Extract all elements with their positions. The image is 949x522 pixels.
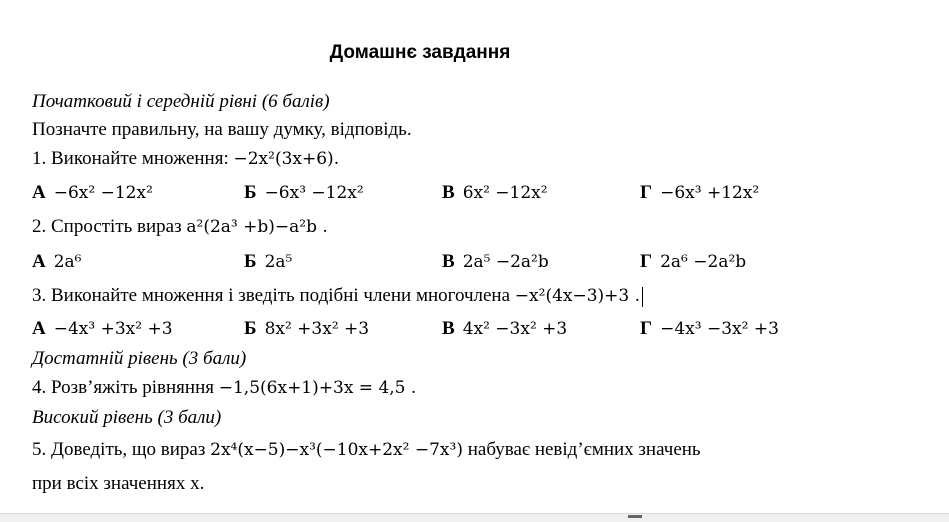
question-4-text: 4. Розв’яжіть рівняння [32, 377, 214, 398]
q2-option-c[interactable] [442, 251, 549, 273]
question-3 [32, 285, 643, 307]
option-letter: А [32, 182, 46, 203]
question-2-expression: a²(2a³ +b)−a²b . [186, 217, 328, 237]
option-expression: −6x³ −12x² [264, 183, 364, 203]
question-3-expression: −x²(4x−3)+3 . [514, 286, 641, 306]
option-letter: В [442, 251, 455, 272]
q3-option-b[interactable] [244, 318, 369, 340]
option-letter: Б [244, 318, 257, 339]
question-5-tail: набуває невід’ємних значень [467, 439, 701, 460]
section-heading-high: Високий рівень (3 бали) [32, 407, 222, 428]
question-5-expression: 2x⁴(x−5)−x³(−10x+2x² −7x³) [210, 440, 463, 460]
question-2-options [32, 251, 832, 277]
scroll-marker-icon [628, 515, 642, 518]
section-heading-sufficient: Достатній рівень (3 бали) [32, 348, 247, 369]
question-5 [32, 439, 701, 461]
instruction-text: Позначте правильну, на вашу думку, відповідь. [32, 119, 412, 140]
option-expression: −4x³ +3x² +3 [53, 319, 173, 339]
option-letter: Г [640, 182, 653, 203]
q3-option-d[interactable] [640, 318, 779, 340]
option-expression: 2a⁶ −2a²b [660, 252, 747, 272]
question-2-text: 2. Спростіть вираз [32, 216, 182, 237]
option-letter: В [442, 318, 455, 339]
option-letter: А [32, 318, 46, 339]
question-4 [32, 377, 416, 399]
option-letter: Б [244, 182, 257, 203]
question-4-expression: −1,5(6x+1)+3x = 4,5 . [218, 378, 417, 398]
option-expression: 2a⁵ [264, 252, 293, 272]
question-3-text: 3. Виконайте множення і зведіть подібні члени многочлена [32, 285, 511, 306]
text-cursor [642, 287, 643, 307]
option-letter: А [32, 251, 46, 272]
option-expression: −4x³ −3x² +3 [660, 319, 779, 339]
option-expression: −6x² −12x² [53, 183, 153, 203]
option-expression: 6x² −12x² [462, 183, 548, 203]
question-1-expression: −2x²(3x+6). [233, 149, 340, 169]
question-5-text: 5. Доведіть, що вираз [32, 439, 206, 460]
question-2 [32, 216, 328, 238]
option-expression: −6x³ +12x² [660, 183, 760, 203]
option-letter: Г [640, 318, 653, 339]
option-expression: 2a⁵ −2a²b [462, 252, 549, 272]
q1-option-c[interactable] [442, 182, 548, 204]
q3-option-c[interactable] [442, 318, 567, 340]
option-expression: 4x² −3x² +3 [462, 319, 568, 339]
option-expression: 8x² +3x² +3 [264, 319, 370, 339]
q1-option-d[interactable] [640, 182, 759, 204]
option-expression: 2a⁶ [53, 252, 82, 272]
question-1 [32, 148, 339, 170]
option-letter: В [442, 182, 455, 203]
question-5-line-2: при всіх значеннях x. [32, 473, 205, 494]
question-3-options [32, 318, 832, 344]
option-letter: Г [640, 251, 653, 272]
q1-option-b[interactable] [244, 182, 364, 204]
page-title: Домашнє завдання [329, 42, 511, 63]
q2-option-d[interactable] [640, 251, 746, 273]
q2-option-b[interactable] [244, 251, 292, 273]
question-1-options [32, 182, 832, 208]
q2-option-a[interactable] [32, 251, 82, 273]
q1-option-a[interactable] [32, 182, 153, 204]
option-letter: Б [244, 251, 257, 272]
question-1-text: 1. Виконайте множення: [32, 148, 229, 169]
section-heading-basic: Початковий і середній рівні (6 балів) [32, 91, 330, 112]
q3-option-a[interactable] [32, 318, 173, 340]
